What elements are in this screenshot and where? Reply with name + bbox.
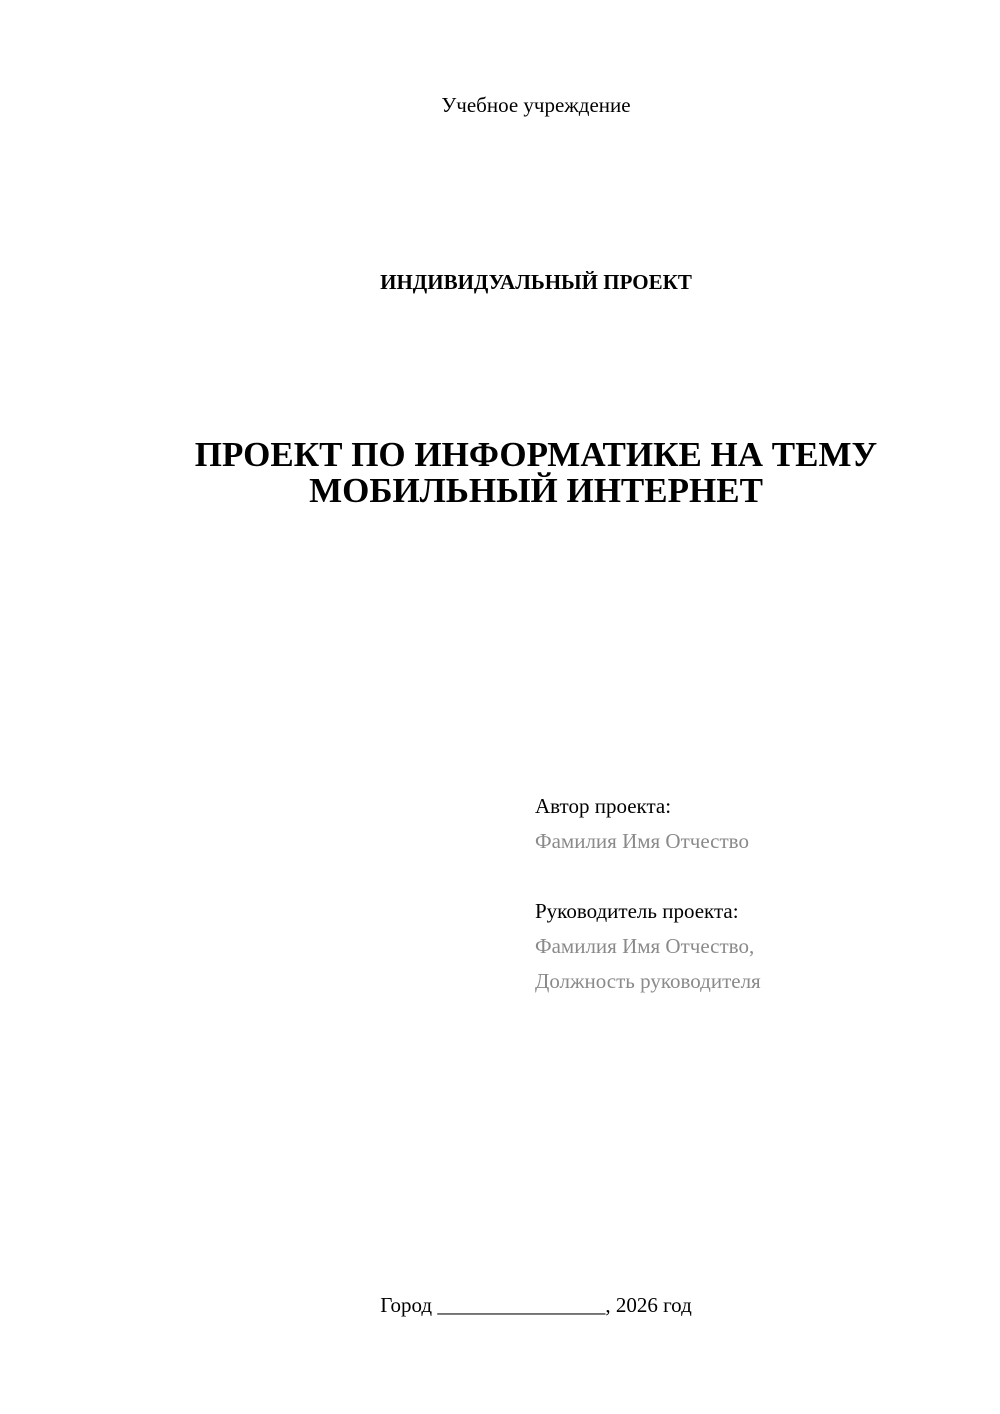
supervisor-label: Руководитель проекта: [535, 899, 739, 923]
author-label: Автор проекта: [535, 794, 672, 818]
project-title-line-2: МОБИЛЬНЫЙ ИНТЕРНЕТ [309, 471, 763, 510]
spacer [535, 859, 975, 894]
project-people-block [535, 789, 975, 999]
supervisor-position: Должность руководителя [535, 969, 761, 993]
author-name: Фамилия Имя Отчество [535, 829, 749, 853]
city-year-line: Город ________________, 2026 год [380, 1293, 692, 1317]
project-title [0, 437, 1000, 509]
supervisor-name: Фамилия Имя Отчество, [535, 934, 755, 958]
document-type: ИНДИВИДУАЛЬНЫЙ ПРОЕКТ [380, 270, 692, 294]
project-title-line-1: ПРОЕКТ ПО ИНФОРМАТИКЕ НА ТЕМУ [194, 435, 878, 474]
institution-name: Учебное учреждение [441, 93, 631, 117]
